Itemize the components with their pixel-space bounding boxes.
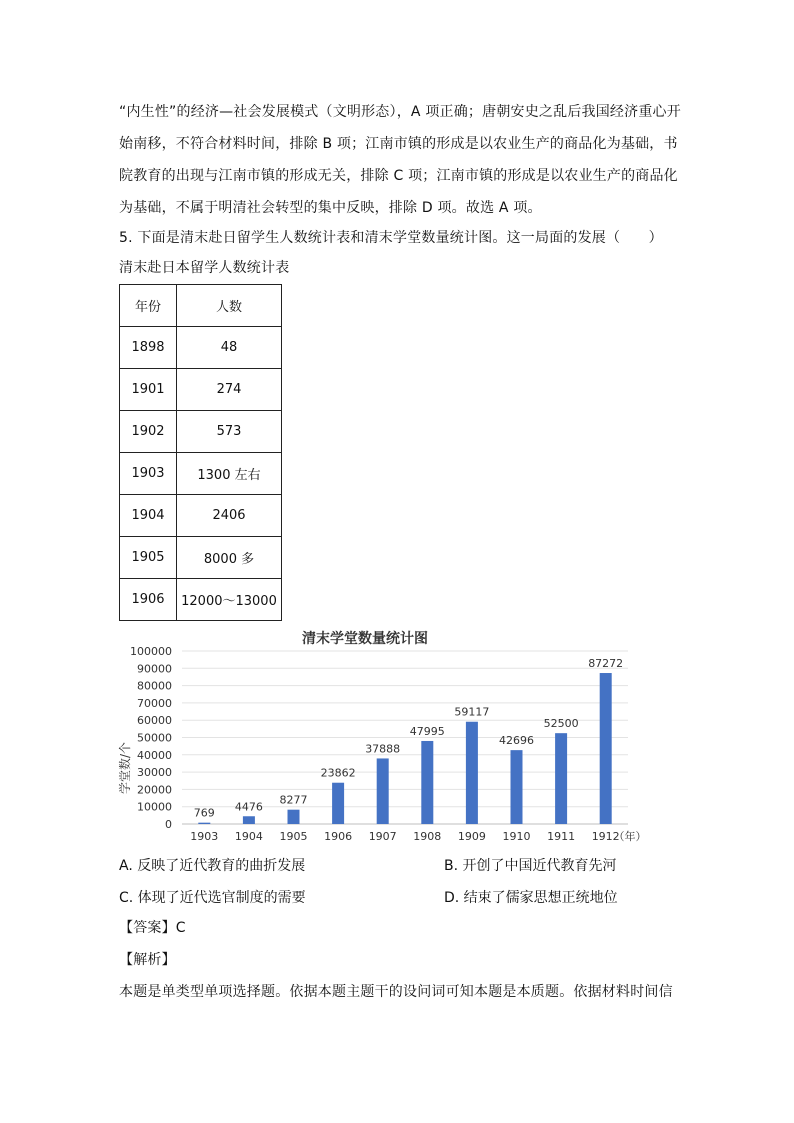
cell-count: 8000 多: [177, 537, 282, 579]
cell-count: 573: [177, 411, 282, 453]
table-row: [120, 537, 282, 579]
chart-bar: [198, 823, 210, 824]
y-tick-label: 20000: [137, 783, 172, 797]
data-label: 8277: [279, 793, 308, 807]
paragraph-line: 为基础，不属于明清社会转型的集中反映，排除 D 项。故选 A 项。: [119, 200, 542, 216]
chart-bar: [243, 816, 255, 824]
paragraph-line: “内生性”的经济—社会发展模式（文明形态），A 项正确；唐朝安史之乱后我国经济重心开: [119, 104, 681, 120]
analysis-text: 本题是单类型单项选择题。依据本题主题干的设问词可知本题是本质题。依据材料时间信: [119, 984, 673, 1000]
question-text: 5. 下面是清末赴日留学生人数统计表和清末学堂数量统计图。这一局面的发展（ ）: [119, 230, 663, 246]
y-tick-label: 90000: [137, 662, 172, 676]
y-tick-label: 30000: [137, 766, 172, 780]
paragraph-line: 始南移，不符合材料时间，排除 B 项；江南市镇的形成是以农业生产的商品化为基础，书: [119, 136, 678, 152]
analysis-label: 【解析】: [119, 952, 176, 968]
table-row: [120, 369, 282, 411]
x-tick-label: 1910: [502, 830, 531, 843]
cell-year: 1901: [120, 369, 177, 411]
data-label: 37888: [365, 742, 401, 756]
x-tick-label: 1906: [324, 830, 353, 843]
cell-count: 2406: [177, 495, 282, 537]
table-row: [120, 453, 282, 495]
chart-bar: [332, 783, 344, 824]
x-tick-label: 1903: [190, 830, 219, 843]
x-tick-label: 1911: [547, 830, 576, 843]
x-axis-unit: （年）: [613, 830, 647, 843]
chart-title: 清末学堂数量统计图: [302, 631, 428, 647]
table-row: [120, 411, 282, 453]
data-label: 87272: [588, 657, 624, 671]
option-b[interactable]: B. 开创了中国近代教育先河: [444, 858, 617, 874]
chart-bar: [377, 758, 389, 824]
cell-year: 1904: [120, 495, 177, 537]
y-tick-label: 40000: [137, 748, 172, 762]
cell-year: 1906: [120, 579, 177, 621]
data-label: 769: [193, 806, 215, 820]
table-row: [120, 579, 282, 621]
data-label: 59117: [454, 705, 490, 719]
y-tick-label: 50000: [137, 731, 172, 745]
chart-bar: [421, 741, 433, 824]
data-label: 47995: [409, 724, 445, 738]
header-count: 人数: [177, 285, 282, 327]
x-tick-label: 1908: [413, 830, 442, 843]
x-tick-label: 1904: [234, 830, 263, 843]
cell-year: 1903: [120, 453, 177, 495]
x-tick-label: 1905: [279, 830, 308, 843]
option-d[interactable]: D. 结束了儒家思想正统地位: [444, 890, 618, 906]
chart-bar: [555, 733, 567, 824]
cell-count: 48: [177, 327, 282, 369]
y-tick-label: 60000: [137, 714, 172, 728]
y-tick-label: 80000: [137, 679, 172, 693]
chart-bar: [600, 673, 612, 824]
table-row: [120, 495, 282, 537]
x-tick-label: 1907: [368, 830, 397, 843]
answer-text: 【答案】C: [119, 920, 186, 936]
chart-bar: [466, 722, 478, 824]
table-title: 清末赴日本留学人数统计表: [119, 260, 290, 276]
header-year: 年份: [120, 285, 177, 327]
x-axis-ticks: [190, 830, 619, 843]
y-tick-label: 70000: [137, 696, 172, 710]
cell-count: 12000～13000: [177, 579, 282, 621]
option-c[interactable]: C. 体现了近代选官制度的需要: [119, 890, 306, 906]
x-tick-label: 1909: [457, 830, 486, 843]
x-tick-label: 1912: [591, 830, 620, 843]
chart-bar: [511, 750, 523, 824]
cell-count: 1300 左右: [177, 453, 282, 495]
cell-year: 1902: [120, 411, 177, 453]
data-label: 23862: [320, 766, 356, 780]
y-axis-ticks: [130, 645, 172, 831]
chart-bar: [288, 810, 300, 824]
data-label: 42696: [499, 734, 534, 748]
y-tick-label: 10000: [137, 800, 172, 814]
paragraph-line: 院教育的出现与江南市镇的形成无关，排除 C 项；江南市镇的形成是以农业生产的商品化: [119, 168, 678, 184]
cell-year: 1905: [120, 537, 177, 579]
cell-year: 1898: [120, 327, 177, 369]
y-tick-label: 0: [165, 818, 172, 831]
data-label: 4476: [234, 800, 263, 814]
study-abroad-table: [119, 284, 282, 621]
table-header-row: [120, 285, 282, 327]
y-tick-label: 100000: [130, 645, 172, 658]
data-label: 52500: [543, 717, 579, 731]
y-axis-label: 学堂数/个: [118, 741, 132, 795]
option-a[interactable]: A. 反映了近代教育的曲折发展: [119, 858, 306, 874]
table-row: [120, 327, 282, 369]
cell-count: 274: [177, 369, 282, 411]
school-count-chart: [112, 624, 652, 850]
